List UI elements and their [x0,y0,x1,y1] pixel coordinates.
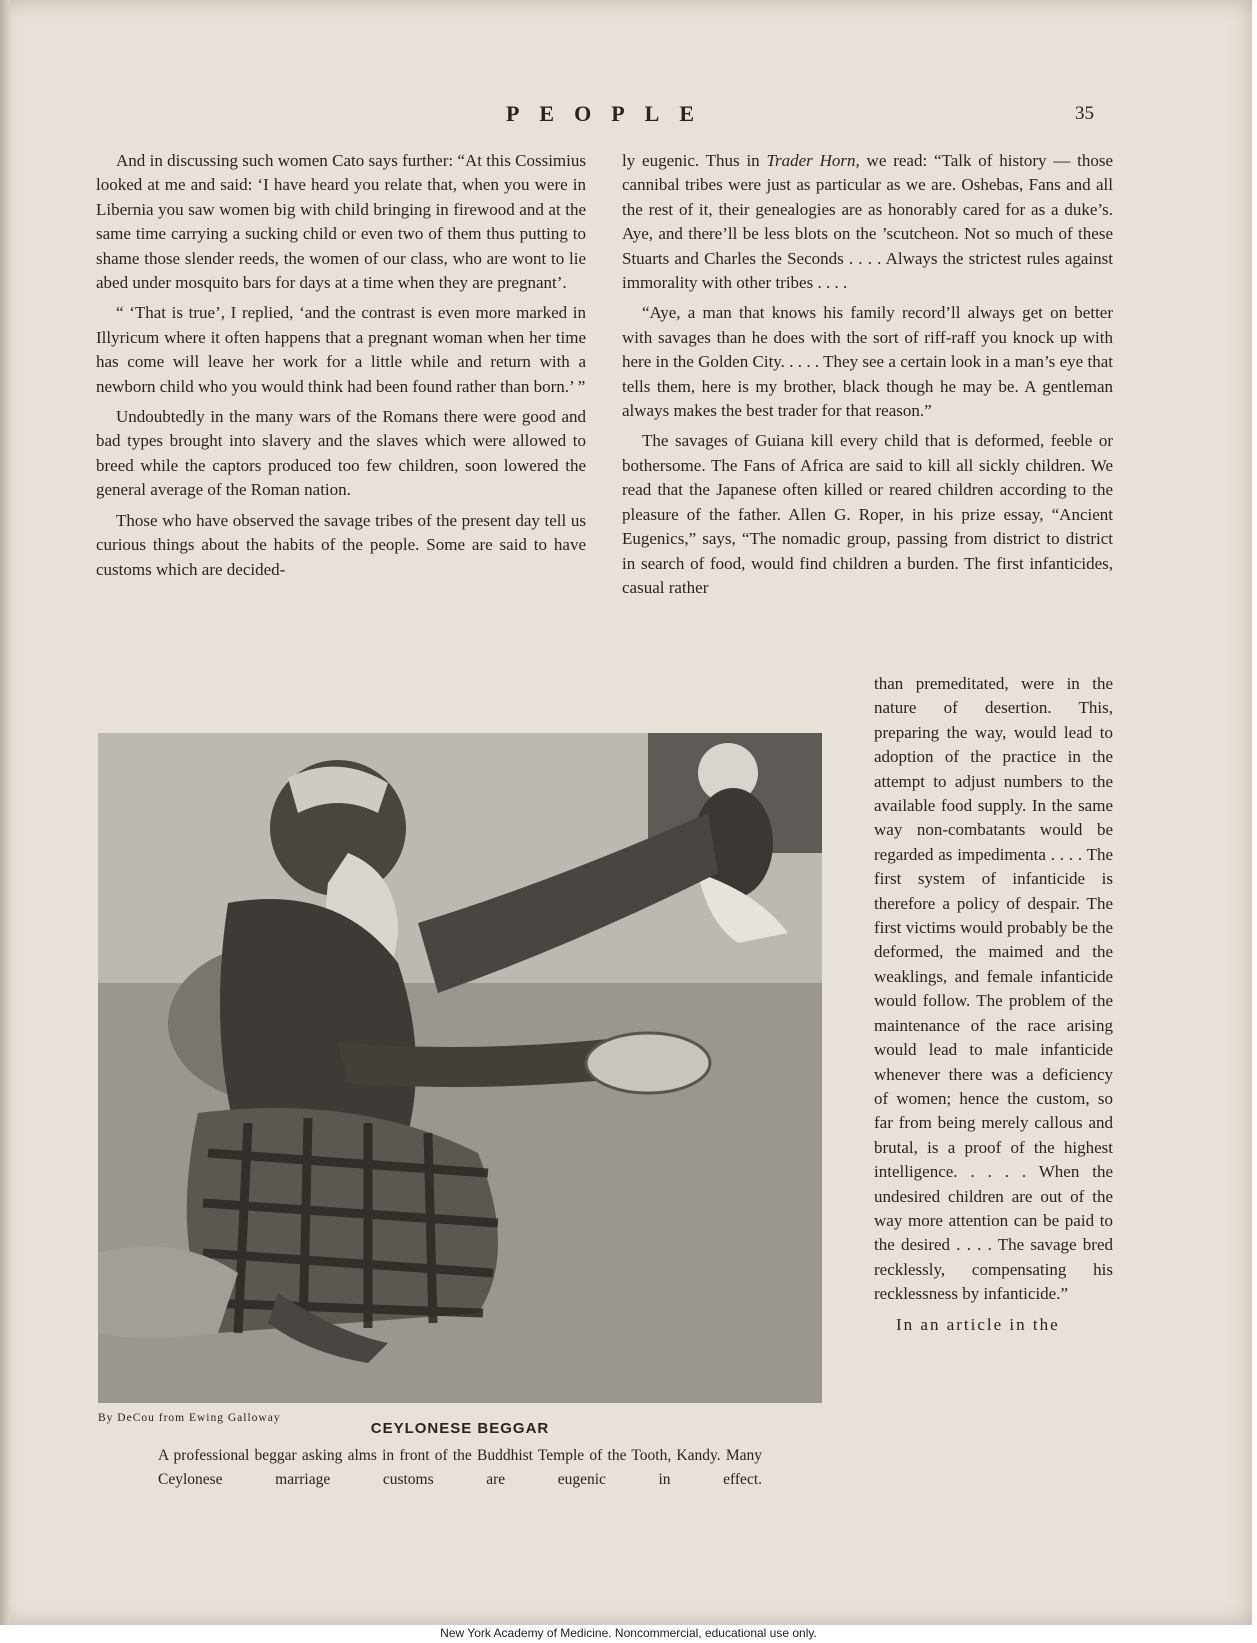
right-column-continued [874,672,1113,1343]
paragraph: Undoubtedly in the many wars of the Romans there were good and bad types brought into slavery and the slaves which were allowed to breed while the captors produced too few children, soon lowered the general average of the Roman nation. [96,407,586,500]
photo-credit: By DeCou from Ewing Galloway [98,1412,281,1424]
beggar-photo-drawing [98,733,822,1403]
page-number: 35 [1075,103,1094,124]
paragraph: Those who have observed the savage tribes of the present day tell us curious things about the habits of the people. Some are said to have customs which are decided- [96,510,586,579]
paragraph-text: ly eugenic. Thus in [622,151,767,170]
paragraph: “Aye, a man that knows his family record’ll always get on better with savages than he does with the sort of riff-raff you knock up with here in the Golden City. . . . . They see a certain look in a man’s eye that tells them, here is my brother, black though he may be. A gentleman always makes the best trader for that reason.” [622,303,1113,421]
figure-caption: A professional beggar asking alms in front of the Buddhist Temple of the Tooth, Kandy. Many Ceylonese marriage customs are eugenic in effect. [158,1447,762,1488]
paragraph: In an article in the [896,1314,1060,1334]
book-title: Trader Horn, [766,151,860,170]
figure-caption-title: CEYLONESE BEGGAR [370,1420,550,1437]
paragraph: than premeditated, were in the nature of desertion. This, preparing the way, would lead to adoption of the practice in the attempt to adjust numbers to the available food supply. In the same way non-combatants would be regarded as impedimenta . . . . The first system of infanticide is therefore a policy of despair. The first victims would probably be the deformed, the maimed and the weaklings, and female infanticide would follow. The problem of the maintenance of the race arising would lead to male infanticide whenever there was a deficiency of women; hence the custom, so far from being merely callous and brutal, is a proof of the highest intelligence. . . . . When the undesired children are out of the way more attention can be paid to the desired . . . . The savage bred recklessly, compensating his recklessness by infanticide.” [874,674,1113,1304]
paragraph: And in discussing such women Cato says further: “At this Cossimius looked at me and said: ‘I have heard you relate that, when you were in Libernia you saw women big with child bringing in firewood and at the same time carrying a sucking child or even two of them thus putting to shame those slender reeds, the women of our class, who are wont to lie abed under mosquito bars for days at a time when they are pregnant’. [96,151,586,293]
page-spine-shadow [0,0,10,1625]
running-head [0,101,1252,131]
left-column [96,149,586,588]
paragraph: The savages of Guiana kill every child that is deformed, feeble or bothersome. The Fans of Africa are said to kill all sickly children. We read that the Japanese often killed or reared children according to the pleasure of the father. Allen G. Roper, in his prize essay, “Ancient Eugenics,” says, “The nomadic group, passing from district to district in search of food, would find children a burden. The first infanticides, casual rather [622,431,1113,597]
paragraph [622,149,1113,295]
photograph-ceylonese-beggar [98,733,822,1403]
paragraph: “ ‘That is true’, I replied, ‘and the contrast is even more marked in Illyricum where it often happens that a pregnant woman when her time has come will leave her work for a little while and return with a newborn child who you would think had been found rather than born.’ ” [96,303,586,396]
right-column [622,149,1113,606]
archive-footer: New York Academy of Medicine. Noncommercial, educational use only. [440,1626,817,1640]
running-title: PEOPLE [505,101,714,126]
paragraph-text: we read: “Talk of history — those cannibal tribes were just as particular as we are. Oshebas, Fans and all the rest of it, their genealogies are as honorably cared for as a duke’s. Aye, and there’ll be less blots on the ’scutcheon. Not so much of these Stuarts and Charles the Seconds . . . . Always the strictest rules against immorality with other tribes . . . . [622,151,1114,293]
